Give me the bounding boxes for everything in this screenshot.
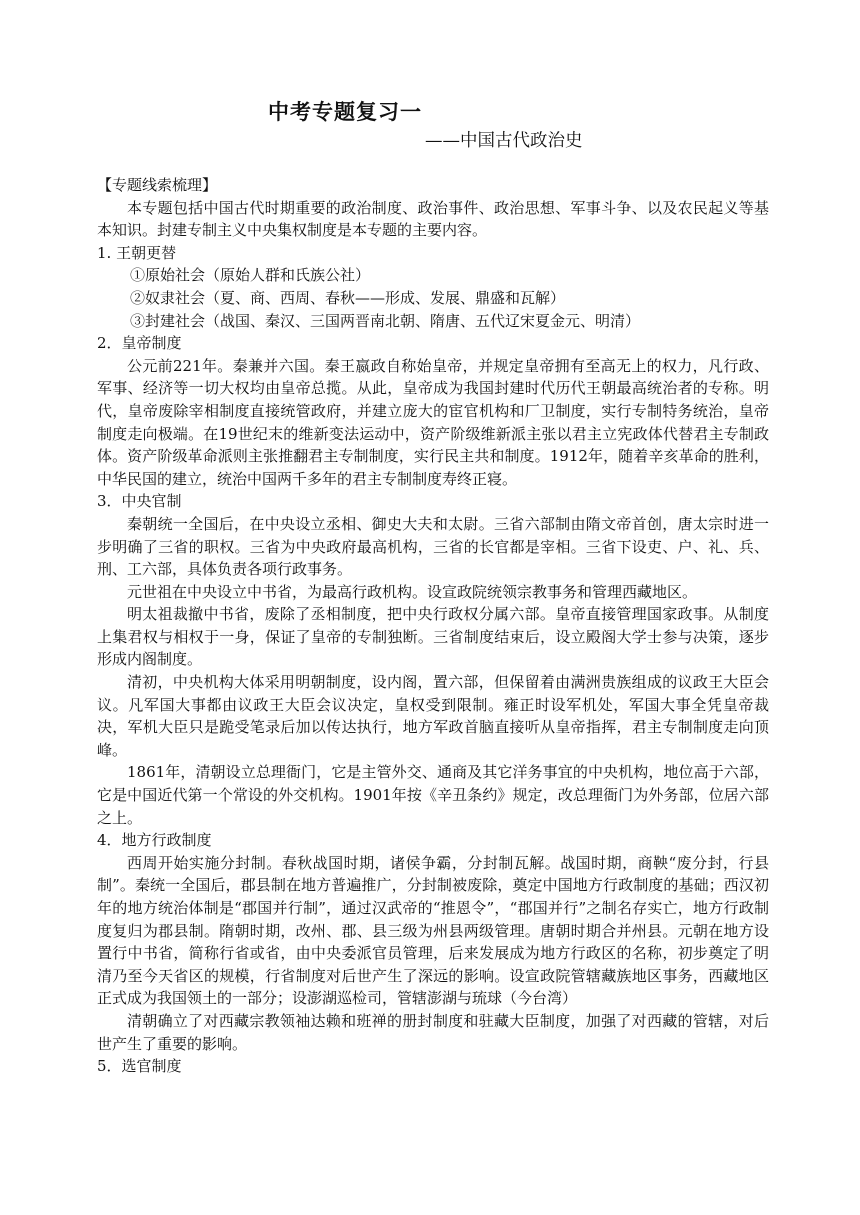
paragraph: 元世祖在中央设立中书省，为最高行政机构。设宣政院统领宗教事务和管理西藏地区。: [127, 582, 698, 601]
paragraph: 西周开始实施分封制。春秋战国时期，诸侯争霸，分封制瓦解。战国时期，商鞅“废分封，行县制”。秦统一全国后，郡县制在地方普遍推广，分封制被废除，奠定中国地方行政制度的基础；西汉初年的地方统治体制是“郡国并行制”，通过汉武帝的“推恩令”，“郡国并行”之制名存实亡，地方行政制度复归为郡县制。隋朝时期，改州、郡、县三级为州县两级管理。唐朝时期合并州县。元朝在地方设置行中书省，简称行省或省，由中央委派官员管理，后来发展成为地方行政区的名称，初步奠定了明清乃至今天省区的规模，行省制度对后世产生了深远的影响。设宣政院管辖藏族地区事务，西藏地区正式成为我国领土的一部分；设澎湖巡检司，管辖澎湖与琉球（今台湾）: [97, 853, 769, 1008]
section-heading: 【专题线索梳理】: [97, 176, 218, 194]
paragraph: 清初，中央机构大体采用明朝制度，设内阁，置六部，但保留着由满洲贵族组成的议政王大臣会议。凡军国大事都由议政王大臣会议决定，皇权受到限制。雍正时设军机处，军国大事全凭皇帝裁决，军机大臣只是跪受笔录后加以传达执行，地方军政首脑直接听从皇帝指挥，君主专制制度走向顶峰。: [97, 673, 769, 759]
paragraph: ③封建社会（战国、秦汉、三国两晋南北朝、隋唐、五代辽宋夏金元、明清）: [130, 311, 641, 330]
paragraph: ②奴隶社会（夏、商、西周、春秋——形成、发展、鼎盛和瓦解）: [130, 288, 566, 307]
paragraph: 清朝确立了对西藏宗教领袖达赖和班禅的册封制度和驻藏大臣制度，加强了对西藏的管辖，对后世产生了重要的影响。: [97, 1011, 769, 1053]
document-subtitle: ——中国古代政治史: [425, 131, 583, 151]
section-heading: 4．地方行政制度: [97, 831, 212, 850]
section-heading: 3．中央官制: [97, 492, 182, 511]
paragraph: 明太祖裁撤中书省，废除了丞相制度，把中央行政权分属六部。皇帝直接管理国家政事。从制度上集君权与相权于一身，保证了皇帝的专制独断。三省制度结束后，设立殿阁大学士参与决策，逐步形成内阁制度。: [97, 605, 769, 669]
section-heading: 5．选官制度: [97, 1057, 182, 1076]
paragraph: 公元前221年。秦兼并六国。秦王嬴政自称始皇帝，并规定皇帝拥有至高无上的权力，凡行政、军事、经济等一切大权均由皇帝总揽。从此，皇帝成为我国封建时代历代王朝最高统治者的专称。明代，皇帝废除宰相制度直接统管政府，并建立庞大的宦官机构和厂卫制度，实行专制特务统治，皇帝制度走向极端。在19世纪末的维新变法运动中，资产阶级维新派主张以君主立宪政体代替君主专制政体。资产阶级革命派则主张推翻君主专制制度，实行民主共和制度。1912年，随着辛亥革命的胜利，中华民国的建立，统治中国两千多年的君主专制制度寿终正寝。: [97, 356, 769, 488]
paragraph: 本专题包括中国古代时期重要的政治制度、政治事件、政治思想、军事斗争、以及农民起义等基本知识。封建专制主义中央集权制度是本专题的主要内容。: [97, 198, 769, 240]
paragraph: 秦朝统一全国后，在中央设立丞相、御史大夫和太尉。三省六部制由隋文帝首创，唐太宗时进一步明确了三省的职权。三省为中央政府最高机构，三省的长官都是宰相。三省下设吏、户、礼、兵、刑、工六部，具体负责各项行政事务。: [97, 514, 769, 579]
section-heading: 1. 王朝更替: [97, 243, 177, 262]
document-body: [97, 174, 769, 1078]
paragraph: ①原始社会（原始人群和氏族公社）: [130, 266, 371, 285]
section-heading: 2．皇帝制度: [97, 334, 182, 353]
document-title: 中考专题复习一: [268, 100, 422, 124]
paragraph: 1861年，清朝设立总理衙门，它是主管外交、通商及其它洋务事宜的中央机构，地位高于六部，它是中国近代第一个常设的外交机构。1901年按《辛丑条约》规定，改总理衙门为外务部，位居六部之上。: [97, 763, 769, 827]
